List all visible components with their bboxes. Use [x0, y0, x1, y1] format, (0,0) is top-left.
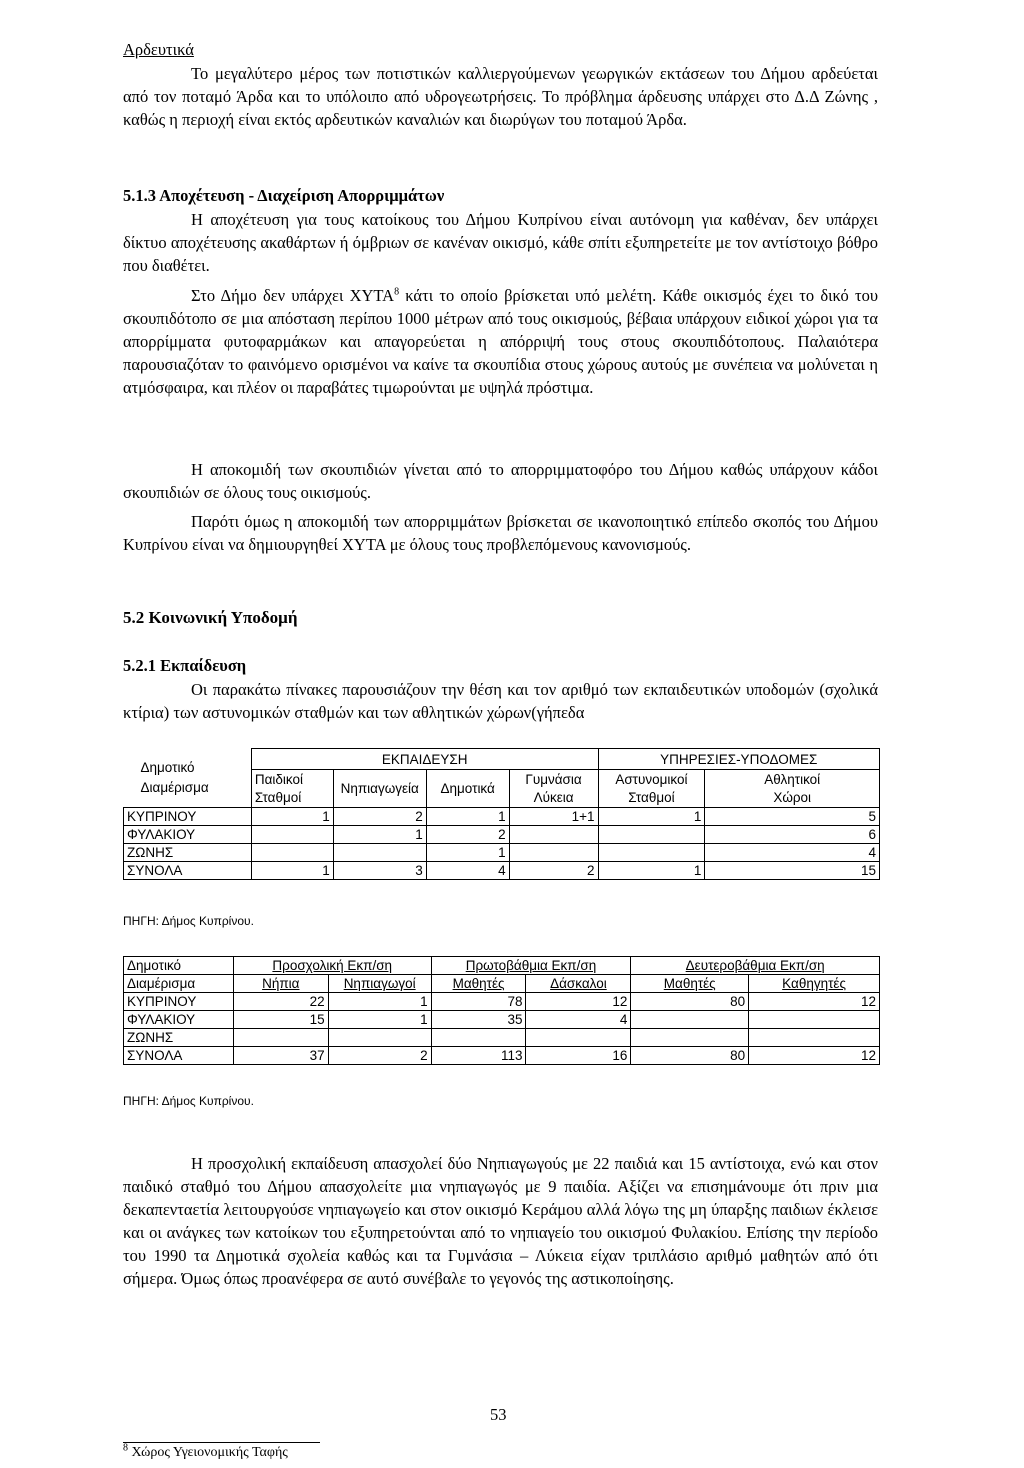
t1-cell [251, 844, 333, 862]
t1-col-secondary: Γυμνάσια Λύκεια [509, 770, 598, 808]
footnote-ref: 8 [394, 286, 400, 298]
t1-col-nurseries: Παιδικοί Σταθμοί [251, 770, 333, 808]
landfill-paragraph [123, 284, 878, 399]
page-number: 53 [490, 1405, 507, 1424]
t1-cell: 1 [251, 808, 333, 826]
t1-source: ΠΗΓΗ: Δήμος Κυπρίνου. [123, 914, 254, 928]
t2-cell: 78 [431, 993, 526, 1011]
education-intro-text: Οι παρακάτω πίνακες παρουσιάζουν την θέση και τον αριθμό των εκπαιδευτικών υποδομών (σχολικά κτίρια) των αστυνομικών σταθμών και των αθλητικών χώρων(γήπεδα [123, 680, 878, 722]
footnote [123, 1444, 288, 1462]
t1-col-kindergartens: Νηπιαγωγεία [333, 770, 426, 808]
landfill-text-b: κάτι το οποίο βρίσκεται υπό μελέτη. Κάθε οικισμός έχει το δικό του σκουπιδότοπο σε μια απόσταση περίπου 1000 μέτρων από τους οικισμούς, βέβαια υπάρχουν ειδικοί χώροι για τα απορρίμματα φυτοφαρμάκων και απαγορεύεται η απόρριψή τους στους σκουπιδότοπους. Παλαιότερα παρουσιαζόταν το φαινόμενο ορισμένοι να καίνε τα σκουπίδια στους χώρους αυτούς με συνέπεια να μολύνεται η ατμόσφαιρα, και πλέον οι παραβάτες τιμωρούνται με υψηλά πρόστιμα. [123, 286, 878, 397]
section-5-2-1-heading: 5.2.1 Εκπαίδευση [123, 656, 247, 675]
t1-cell: 1 [333, 826, 426, 844]
collection-text: Η αποκομιδή των σκουπιδιών γίνεται από το απορριμματοφόρο του Δήμου καθώς υπάρχουν κάδοι σκουπιδιών σε όλους τους οικισμούς. [123, 460, 878, 502]
table-row [124, 844, 880, 862]
t1-cell-district: ΣΥΝΟΛΑ [124, 862, 252, 880]
t1-cell: 6 [705, 826, 880, 844]
t2-cell: 37 [233, 1047, 328, 1065]
t1-cell [598, 826, 705, 844]
t2-col-secondary-students: Μαθητές [631, 975, 749, 993]
t2-cell: 80 [631, 993, 749, 1011]
t2-cell: 15 [233, 1011, 328, 1029]
t2-cell-district: ΚΥΠΡΙΝΟΥ [124, 993, 234, 1011]
footnote-mark: 8 [123, 1442, 128, 1454]
t2-col-primary-teachers: Δάσκαλοι [526, 975, 631, 993]
t1-cell: 2 [426, 826, 509, 844]
education-intro-paragraph [123, 678, 878, 724]
table-row [124, 1011, 880, 1029]
t2-cell-district: ΦΥΛΑΚΙΟΥ [124, 1011, 234, 1029]
t2-cell-district: ΖΩΝΗΣ [124, 1029, 234, 1047]
xyta-text: Παρότι όμως η αποκομιδή των απορριμμάτων βρίσκεται σε ικανοποιητικό επίπεδο σκοπός του Δήμου Κυπρίνου είναι να δημιουργηθεί ΧΥΤΑ με όλους τους προβλεπόμενους κανονισμούς. [123, 512, 878, 554]
table-row [124, 1029, 880, 1047]
t2-cell: 4 [526, 1011, 631, 1029]
section-5-1-3-heading: 5.1.3 Αποχέτευση - Διαχείριση Απορριμμάτων [123, 186, 445, 205]
landfill-text-a: Στο Δήμο δεν υπάρχει ΧΥΤΑ [191, 286, 395, 305]
t1-cell: 1 [598, 808, 705, 826]
preschool-text: Η προσχολική εκπαίδευση απασχολεί δύο Νηπιαγωγούς με 22 παιδιά και 15 αντίστοιχα, ενώ και στον παιδικό σταθμό του Δήμου απασχολείτε μια νηπιαγωγός με 9 παιδία. Αξίζει να επισημάνουμε ότι πριν μια δεκαπενταετία λειτουργούσε νηπιαγωγείο και στον οικισμό Κεράμου αλλά λόγω της μη ύπαρξης παιδιων έκλεισε και οι ανάγκες των κατοίκων του εξυπηρετούνται από το νηπιαγείο του οικισμού Φυλακίου. Επίσης την περίοδο του 1990 τα Δημοτικά σχολεία καθώς και τα Γυμνάσια – Λύκεια είχαν τριπλάσιο αριθμό μαθητών από ότι σήμερα. Όμως όπως προανέφερα σε αυτό συνέβαλε το γεγονός της αστικοποίησης. [123, 1154, 878, 1288]
t2-cell [631, 1011, 749, 1029]
t2-cell-district: ΣΥΝΟΛΑ [124, 1047, 234, 1065]
t1-cell-district: ΦΥΛΑΚΙΟΥ [124, 826, 252, 844]
infrastructure-table [123, 748, 880, 880]
t1-cell-district: ΖΩΝΗΣ [124, 844, 252, 862]
t2-col-secondary-teachers: Καθηγητές [749, 975, 880, 993]
section-5-2-heading: 5.2 Κοινωνική Υποδομή [123, 608, 298, 627]
education-stats-table [123, 956, 880, 1065]
t2-cell: 35 [431, 1011, 526, 1029]
t2-cell: 113 [431, 1047, 526, 1065]
table-row [124, 1047, 880, 1065]
t1-header-services: ΥΠΗΡΕΣΙΕΣ-ΥΠΟΔΟΜΕΣ [598, 749, 880, 770]
t1-cell [598, 844, 705, 862]
t2-cell [431, 1029, 526, 1047]
t1-header-education: ΕΚΠΑΙΔΕΥΣΗ [251, 749, 598, 770]
t1-cell: 4 [705, 844, 880, 862]
t2-source: ΠΗΓΗ: Δήμος Κυπρίνου. [123, 1094, 254, 1108]
t1-cell: 15 [705, 862, 880, 880]
t2-cell [749, 1029, 880, 1047]
t2-cell: 80 [631, 1047, 749, 1065]
t1-cell: 3 [333, 862, 426, 880]
t1-cell: 2 [333, 808, 426, 826]
t2-col-kindergarten-teachers: Νηπιαγωγοί [328, 975, 431, 993]
xyta-paragraph [123, 510, 878, 556]
t1-cell [509, 826, 598, 844]
t1-cell [333, 844, 426, 862]
t2-col-infants: Νήπια [233, 975, 328, 993]
t2-header-district: Δημοτικό [124, 957, 234, 975]
t1-cell: 2 [509, 862, 598, 880]
t2-cell: 22 [233, 993, 328, 1011]
irrigation-heading: Αρδευτικά [123, 40, 194, 59]
t2-cell: 1 [328, 1011, 431, 1029]
t1-col-sports: Αθλητικοί Χώροι [705, 770, 880, 808]
t2-cell [328, 1029, 431, 1047]
irrigation-paragraph [123, 62, 878, 131]
t1-col-police: Αστυνομικοί Σταθμοί [598, 770, 705, 808]
t2-header-preschool: Προσχολική Εκπ/ση [233, 957, 431, 975]
t1-cell [251, 826, 333, 844]
t2-cell [631, 1029, 749, 1047]
table-row [124, 808, 880, 826]
t2-cell: 2 [328, 1047, 431, 1065]
sewage-text: Η αποχέτευση για τους κατοίκους του Δήμου Κυπρίνου είναι αυτόνομη για καθέναν, δεν υπάρχει δίκτυο αποχέτευσης ακαθάρτων ή όμβριων σε κανέναν οικισμό, κάθε σπίτι εξυπηρετείτε με τον αντίστοιχο βόθρο που διαθέτει. [123, 210, 878, 275]
t1-cell: 1 [598, 862, 705, 880]
t2-cell: 12 [749, 1047, 880, 1065]
t1-cell: 1 [251, 862, 333, 880]
t1-cell: 5 [705, 808, 880, 826]
t2-cell [749, 1011, 880, 1029]
footnote-text: Χώρος Υγειονομικής Ταφής [131, 1445, 288, 1460]
t1-col-primary: Δημοτικά [426, 770, 509, 808]
t2-cell: 16 [526, 1047, 631, 1065]
t2-col-primary-students: Μαθητές [431, 975, 526, 993]
t1-cell: 1 [426, 808, 509, 826]
t2-cell [526, 1029, 631, 1047]
table-row [124, 826, 880, 844]
t1-header-district: Δημοτικό Διαμέρισμα [140, 759, 209, 795]
t2-cell: 12 [749, 993, 880, 1011]
t2-cell [233, 1029, 328, 1047]
footnote-separator [123, 1442, 320, 1443]
t2-header-secondary: Δευτεροβάθμια Εκπ/ση [631, 957, 880, 975]
t2-cell: 12 [526, 993, 631, 1011]
collection-paragraph [123, 458, 878, 504]
sewage-paragraph [123, 208, 878, 277]
t1-cell [509, 844, 598, 862]
t2-cell: 1 [328, 993, 431, 1011]
table-row [124, 993, 880, 1011]
t1-cell: 1 [426, 844, 509, 862]
t2-header-primary: Πρωτοβάθμια Εκπ/ση [431, 957, 631, 975]
t2-header-sub: Διαμέρισμα [124, 975, 234, 993]
t1-cell: 1+1 [509, 808, 598, 826]
irrigation-text: Το μεγαλύτερο μέρος των ποτιστικών καλλιεργούμενων γεωργικών εκτάσεων του Δήμου αρδεύεται από τον ποταμό Άρδα και το υπόλοιπο από υδρογεωτρήσεις. Το πρόβλημα άρδευσης υπάρχει στο Δ.Δ Ζώνης , καθώς η περιοχή είναι εκτός αρδευτικών καναλιών και διωρύγων του ποταμού Άρδα. [123, 64, 878, 129]
preschool-paragraph [123, 1152, 878, 1290]
t1-cell-district: ΚΥΠΡΙΝΟΥ [124, 808, 252, 826]
t1-cell: 4 [426, 862, 509, 880]
table-row [124, 862, 880, 880]
